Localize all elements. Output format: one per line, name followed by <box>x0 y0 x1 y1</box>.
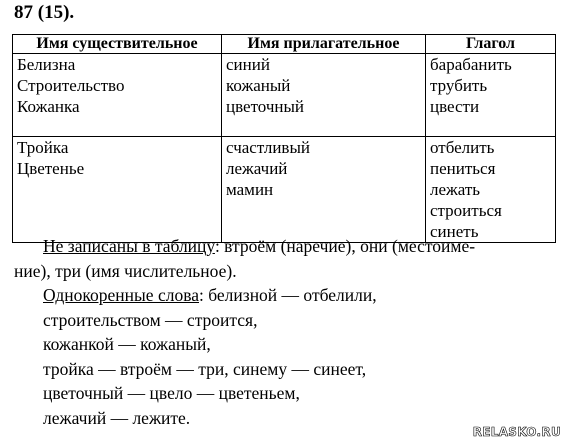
verbs-cell <box>426 54 556 137</box>
verbs-cell <box>426 137 556 243</box>
noun-word: Белизна <box>17 55 76 74</box>
table-row <box>13 137 556 243</box>
word-table <box>12 34 556 243</box>
cognates-line: строительством — строится, <box>43 309 258 330</box>
exercise-title: 87 (15). <box>14 2 75 23</box>
cognates-line <box>14 283 556 308</box>
noun-word: Цветенье <box>17 159 85 178</box>
header-noun: Имя существительное <box>13 35 222 54</box>
answer-text <box>14 234 556 430</box>
cognates-line: тройка — втроём — три, синему — синеет, <box>43 358 367 379</box>
not-in-table-text: : втроём (наречие), они (местоиме- <box>214 236 476 256</box>
verb-word: цвести <box>430 97 480 116</box>
verb-word: трубить <box>430 76 488 95</box>
site-watermark: RELASKO.RU <box>472 425 561 439</box>
adjectives-cell <box>222 54 426 137</box>
adjective-word: счастливый <box>226 138 310 157</box>
adjective-word: цветочный <box>226 97 305 116</box>
cognates-label: Однокоренные слова <box>43 285 199 305</box>
adjective-word: синий <box>226 55 270 74</box>
verb-word: лежать <box>430 180 481 199</box>
cognates-line: лежачий — лежите. <box>43 407 191 428</box>
noun-word: Строительство <box>17 76 125 95</box>
not-in-table-label: Не записаны в таблицу <box>43 236 215 256</box>
noun-word: Кожанка <box>17 97 80 116</box>
adjective-word: лежачий <box>226 159 288 178</box>
nouns-cell <box>13 137 222 243</box>
verb-word: отбелить <box>430 138 495 157</box>
adjective-word: мамин <box>226 180 274 199</box>
nouns-cell <box>13 54 222 137</box>
cognates-text: : белизной — отбелили, <box>199 285 377 305</box>
table-row <box>13 54 556 137</box>
not-in-table-line <box>14 234 556 259</box>
adjective-word: кожаный <box>226 76 291 95</box>
verb-word: барабанить <box>430 55 512 74</box>
table-header-row <box>13 35 556 54</box>
header-adjective: Имя прилагательное <box>222 35 426 54</box>
verb-word: строиться <box>430 201 502 220</box>
noun-word: Тройка <box>17 138 69 157</box>
adjectives-cell <box>222 137 426 243</box>
cognates-line: цветочный — цвело — цветеньем, <box>43 383 300 403</box>
header-verb: Глагол <box>426 35 556 54</box>
verb-word: пениться <box>430 159 496 178</box>
verb-word: синеть <box>430 222 479 241</box>
not-in-table-continuation: ние), три (имя числительное). <box>14 260 237 281</box>
cognates-line: кожанкой — кожаный, <box>43 334 211 354</box>
